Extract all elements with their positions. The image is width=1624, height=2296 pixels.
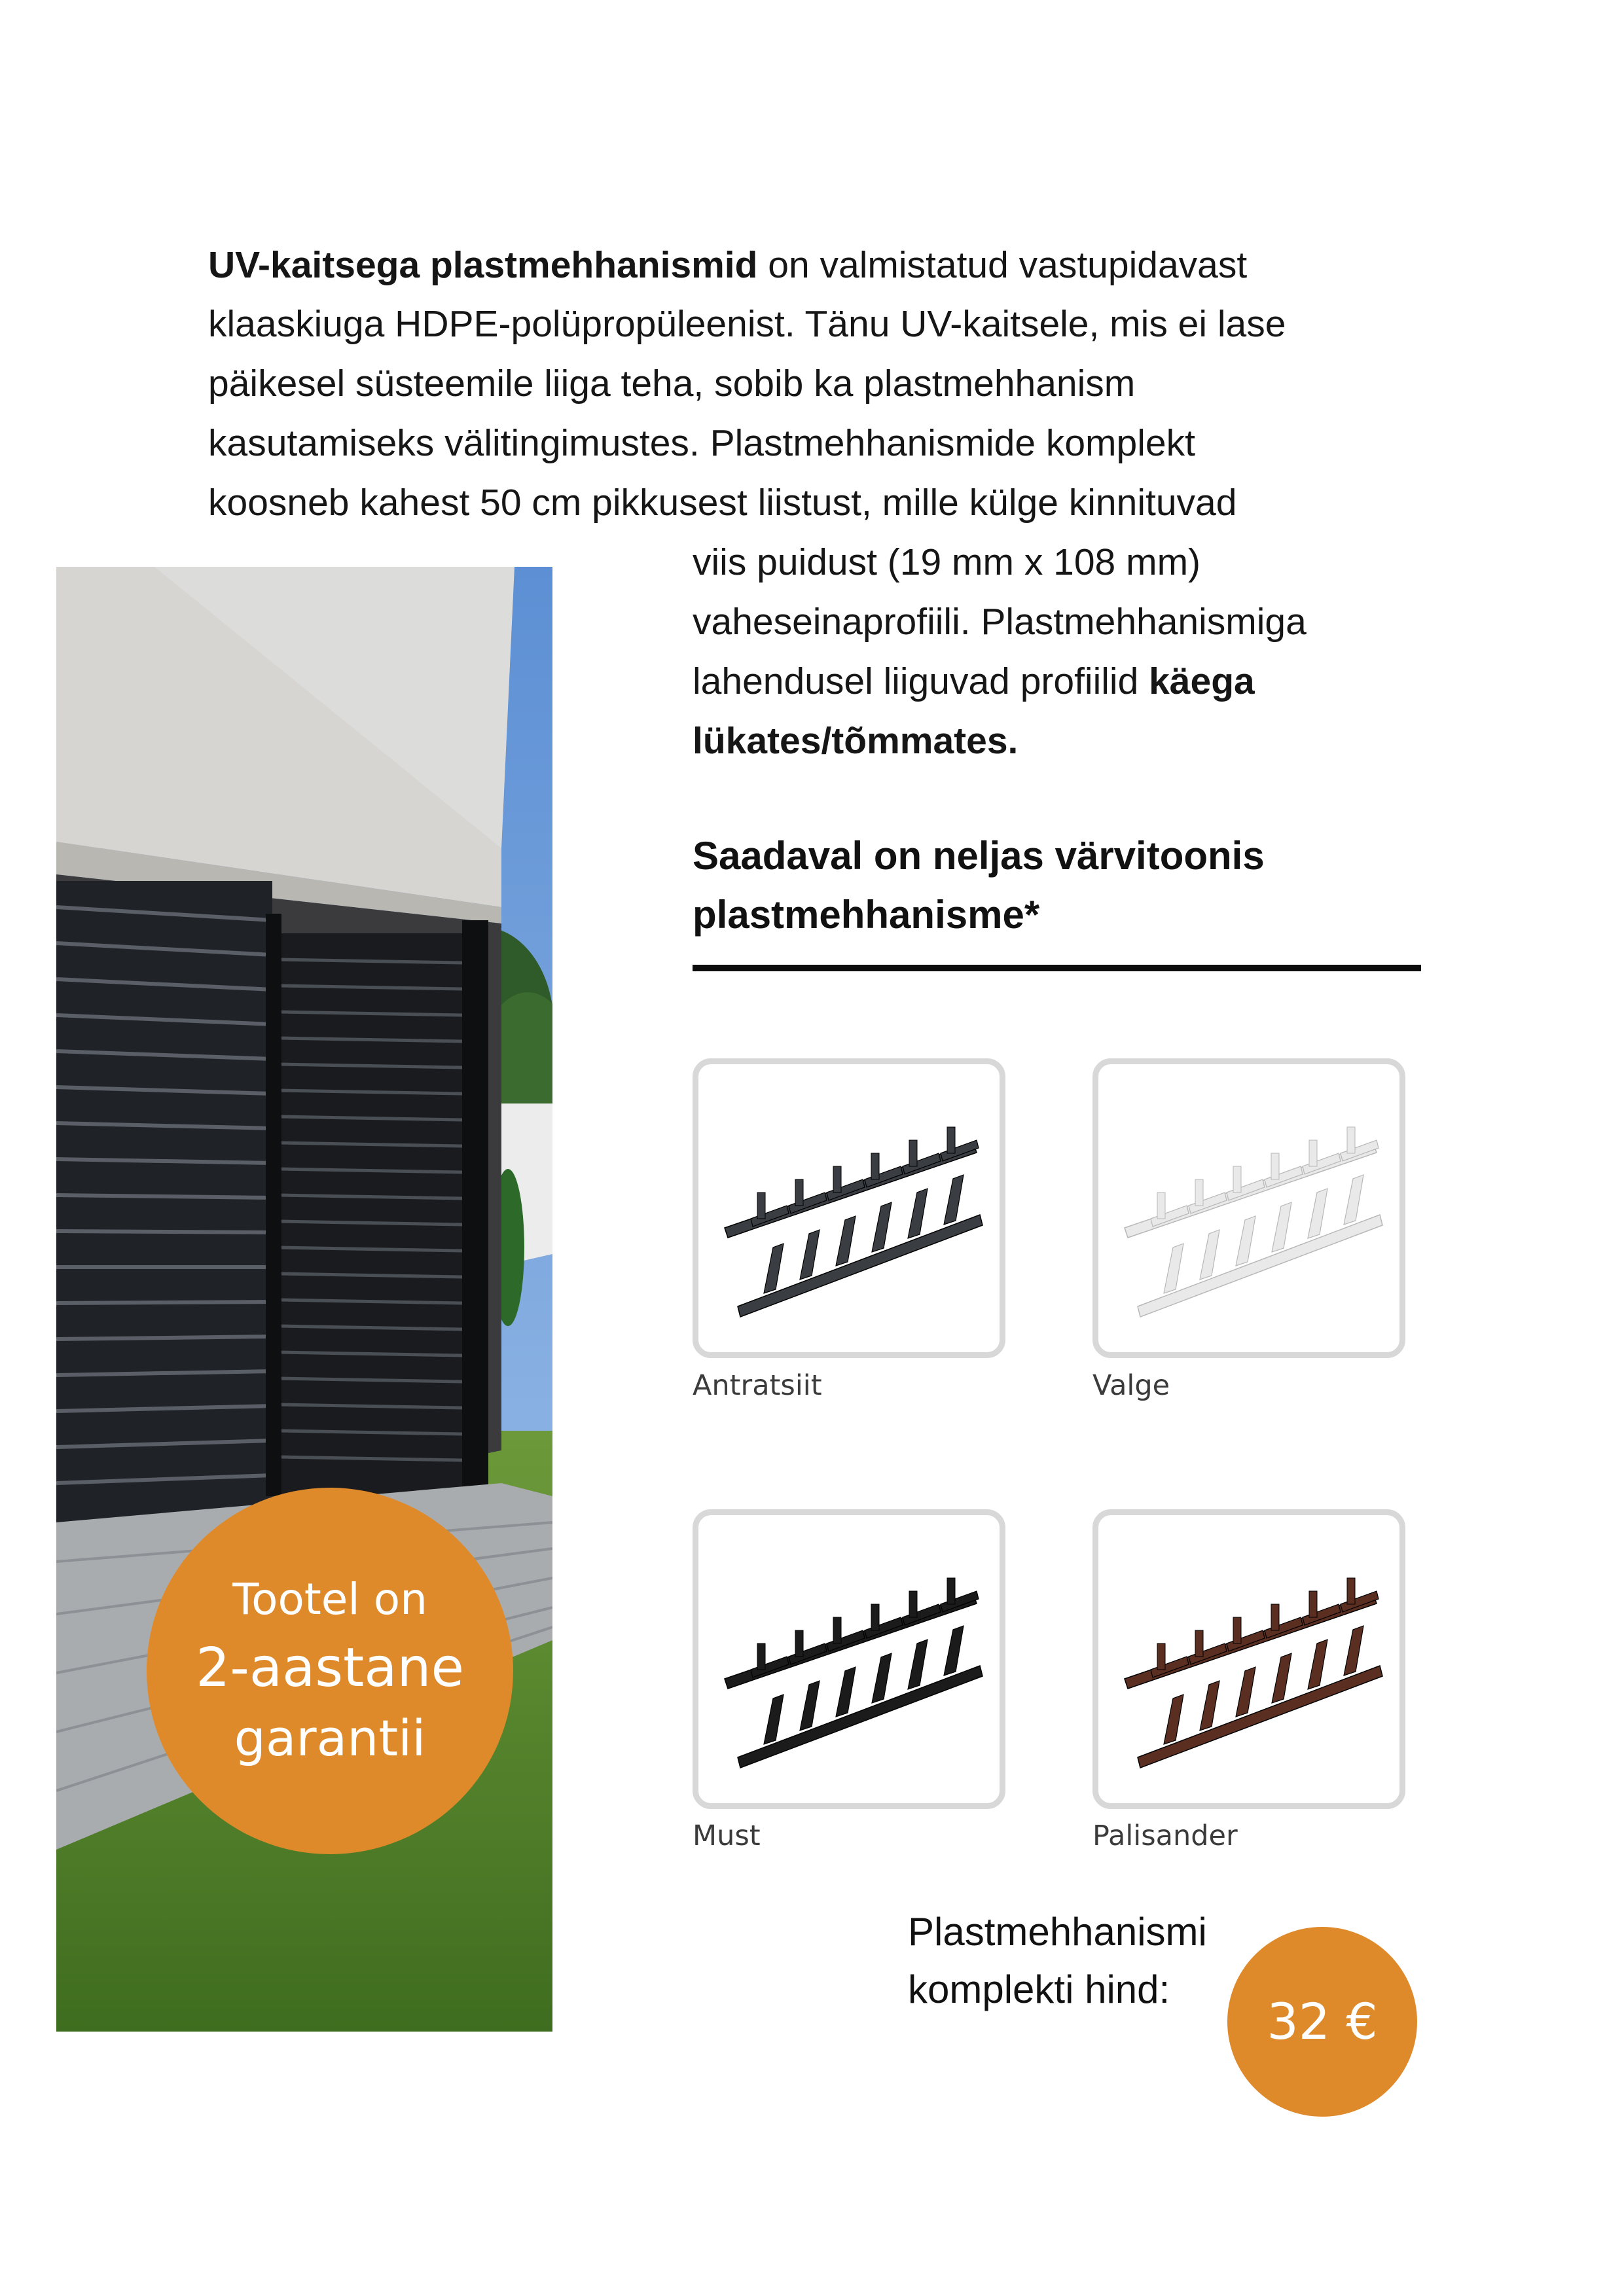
mechanism-image-must (698, 1515, 1000, 1803)
intro-line-3: päikesel süsteemile liiga teha, sobib ka plastmehhanism (208, 363, 1136, 404)
price-label (908, 1903, 1207, 2018)
intro-line-2: klaaskiuga HDPE-polüpropüleenist. Tänu UV-kaitsele, mis ei lase (208, 303, 1286, 345)
product-label-valge: Valge (1092, 1369, 1170, 1402)
product-card-valge (1092, 1058, 1405, 1358)
intro-line-8 (693, 652, 1255, 711)
intro-line-9 (693, 711, 1018, 771)
product-label-antratsiit: Antratsiit (693, 1369, 822, 1402)
product-card-palisander (1092, 1509, 1405, 1809)
price-label-line-2: komplekti hind: (908, 1967, 1170, 2011)
mechanism-image-valge (1098, 1064, 1399, 1352)
product-card-must (693, 1509, 1005, 1809)
mechanism-image-antratsiit (698, 1064, 1000, 1352)
guarantee-line-3: garantii (234, 1709, 426, 1767)
price-label-line-1: Plastmehhanismi (908, 1910, 1207, 1954)
heading-divider (693, 965, 1421, 971)
intro-line-9-bold: lükates/tõmmates. (693, 720, 1019, 762)
mechanism-image-palisander (1098, 1515, 1399, 1803)
price-badge: 32 € (1227, 1927, 1417, 2117)
product-label-palisander: Palisander (1092, 1820, 1238, 1852)
product-label-must: Must (693, 1820, 761, 1852)
colors-heading-line-2: plastmehhanisme* (693, 893, 1040, 937)
product-card-antratsiit (693, 1058, 1005, 1358)
colors-heading (693, 827, 1265, 944)
intro-line-8-rest: lahendusel liiguvad profiilid (693, 660, 1149, 702)
guarantee-line-2: 2-aastane (196, 1637, 464, 1699)
intro-line-1 (208, 236, 1247, 295)
guarantee-line-1: Tootel on (232, 1574, 427, 1624)
intro-line-8-bold: käega (1149, 660, 1255, 702)
intro-line-4: kasutamiseks välitingimustes. Plastmehhanismide komplekt (208, 422, 1195, 464)
intro-line-1-rest: on valmistatud vastupidavast (757, 244, 1248, 286)
intro-line-6: viis puidust (19 mm x 108 mm) (693, 541, 1201, 583)
intro-line-7: vaheseinaprofiili. Plastmehhanismiga (693, 601, 1307, 643)
colors-heading-line-1: Saadaval on neljas värvitoonis (693, 834, 1265, 878)
intro-bold-lead: UV-kaitsega plastmehhanismid (208, 244, 758, 286)
intro-line-5: koosneb kahest 50 cm pikkusest liistust, mille külge kinnituvad (208, 482, 1237, 524)
guarantee-badge (147, 1488, 513, 1854)
